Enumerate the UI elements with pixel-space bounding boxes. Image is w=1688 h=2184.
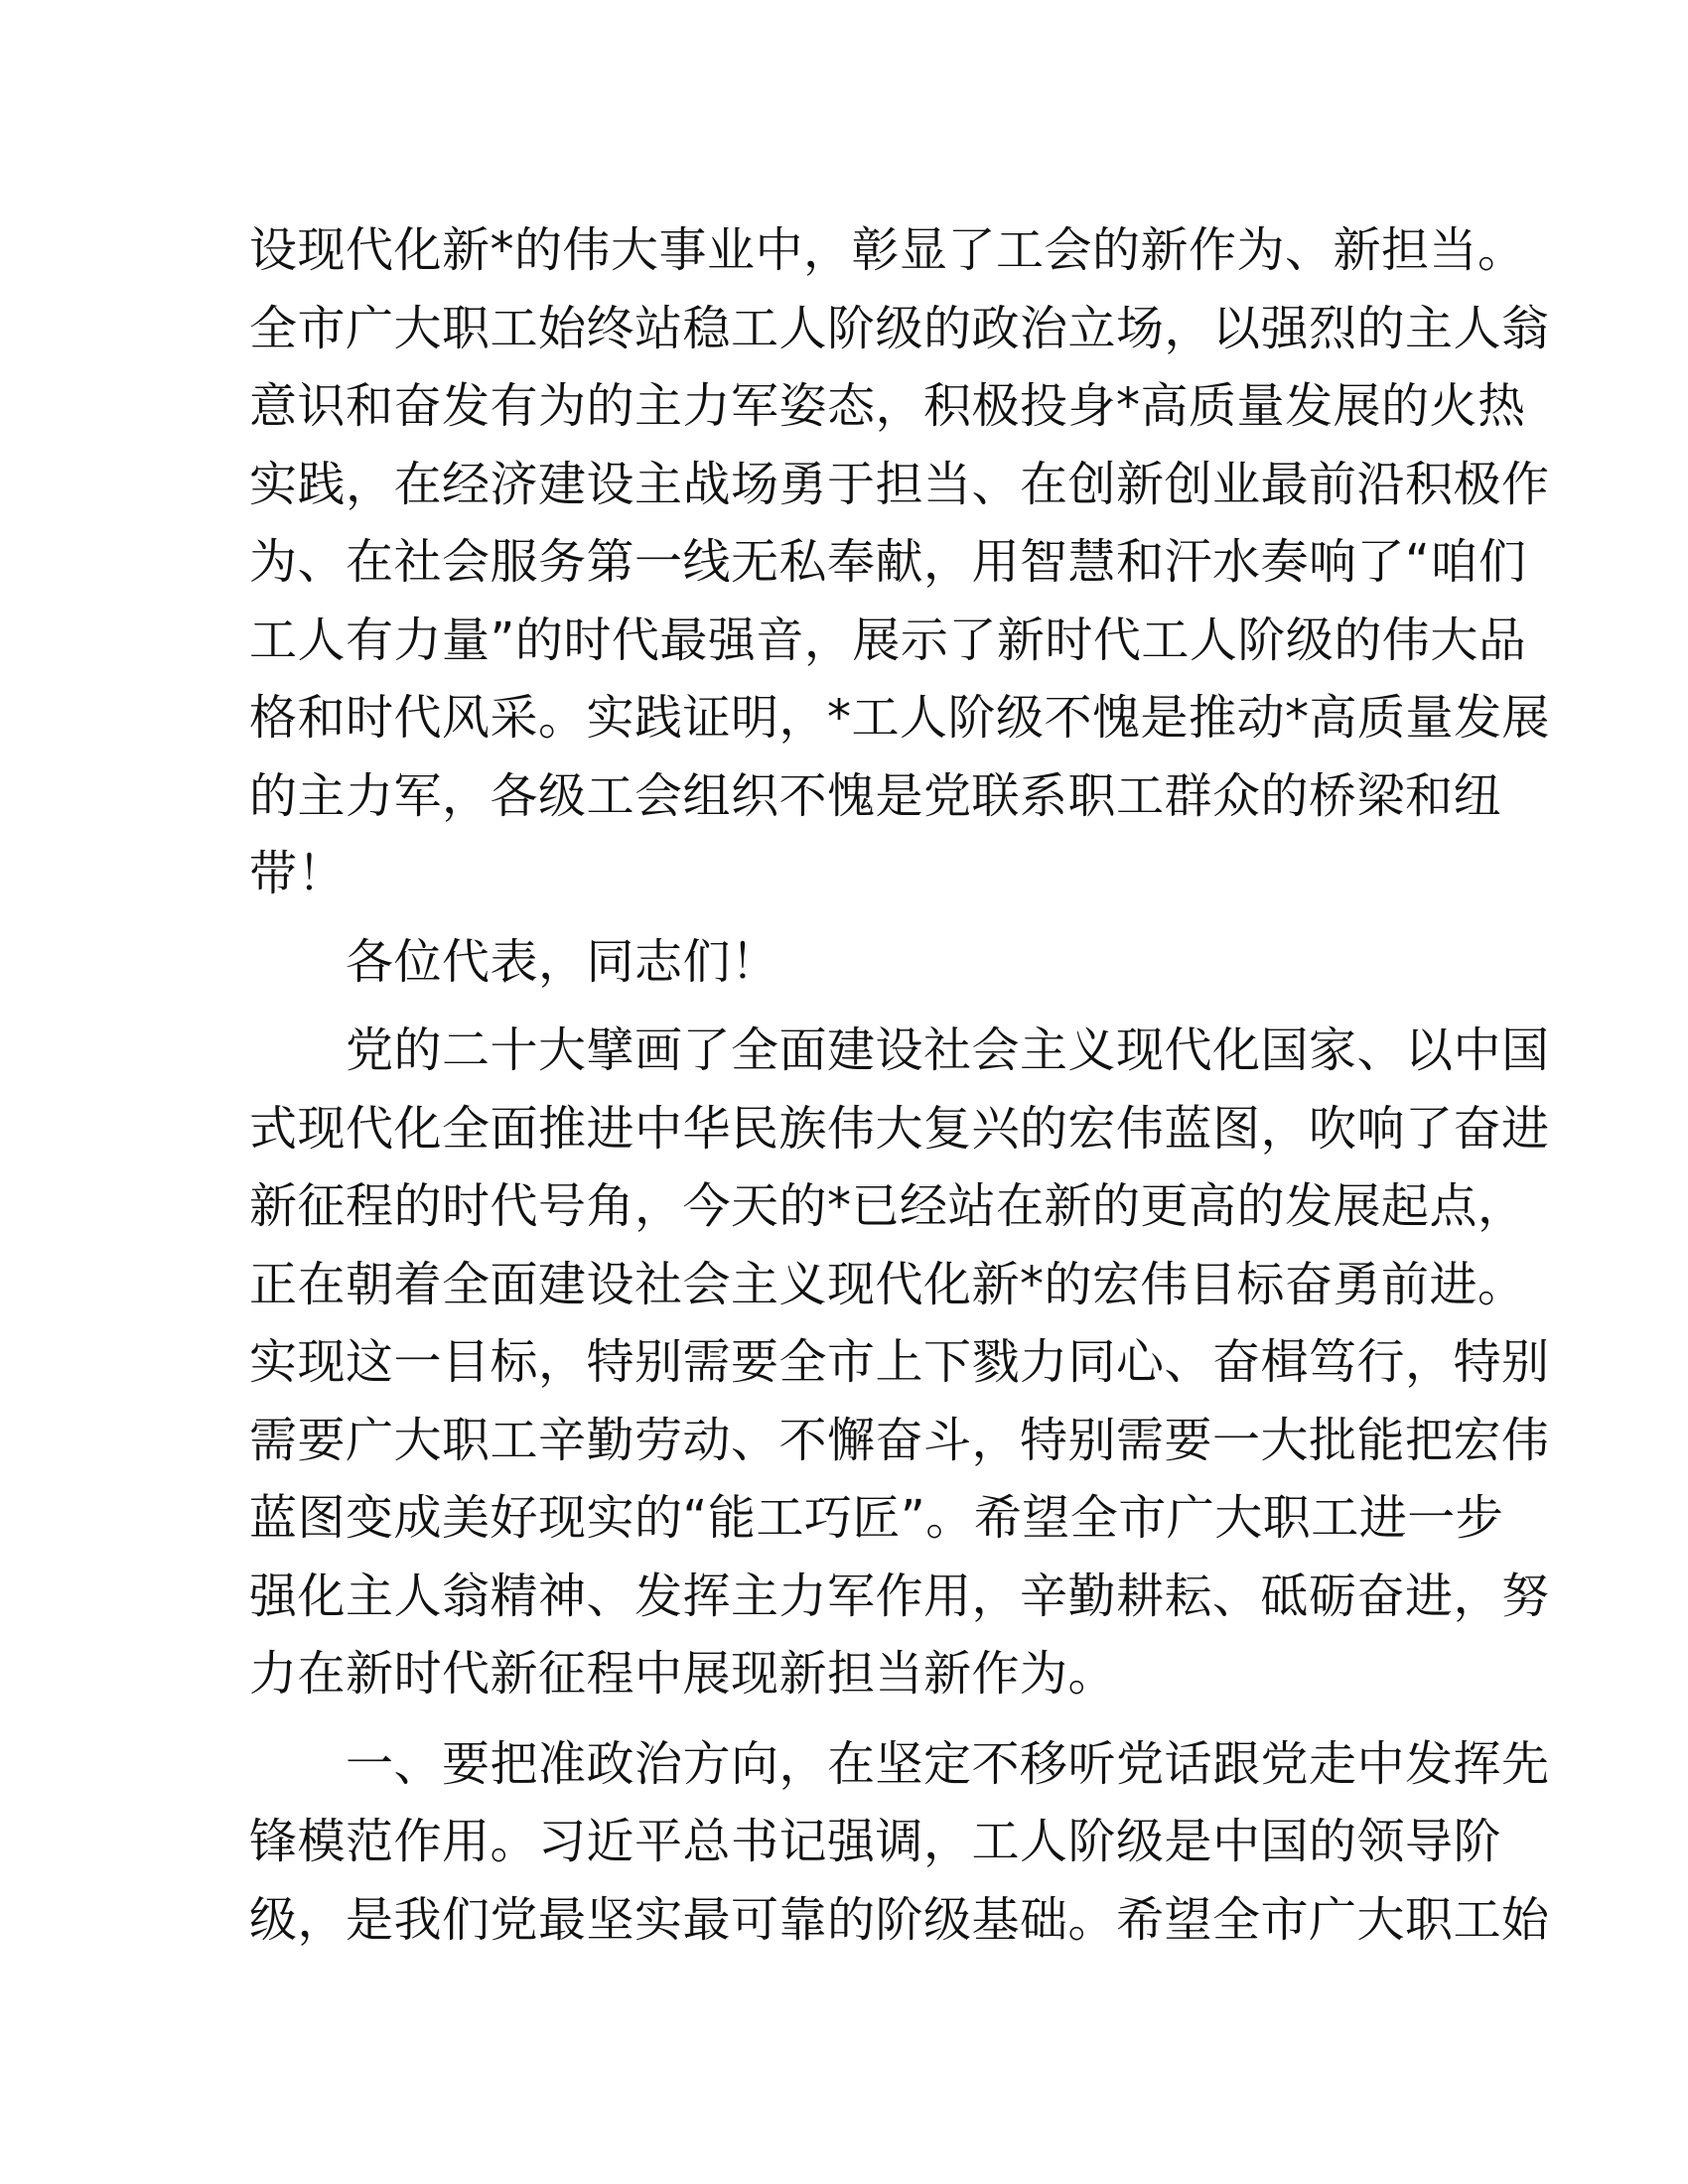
- text-line: 强化主人翁精神、发挥主力军作用，辛勤耕耘、砥砺奋进，努: [249, 1568, 1550, 1624]
- text-line: 全市广大职工始终站稳工人阶级的政治立场，以强烈的主人翁: [249, 300, 1550, 356]
- text-line: 带！: [249, 846, 347, 901]
- text-line: 级，是我们党最坚实最可靠的阶级基础。希望全市广大职工始: [249, 1891, 1550, 1948]
- text-line: 党的二十大擘画了全面建设社会主义现代化国家、以中国: [249, 1023, 1550, 1078]
- paragraph-4: [249, 1725, 1550, 1960]
- text-line: 为、在社会服务第一线无私奉献，用智慧和汗水奏响了“咱们: [249, 534, 1527, 590]
- text-line: 蓝图变成美好现实的“能工巧匠”。希望全市广大职工进一步: [249, 1490, 1504, 1546]
- text-line: 工人有力量”的时代最强音，展示了新时代工人阶级的伟大品: [249, 612, 1527, 668]
- paragraph-3: [249, 1012, 1550, 1713]
- text-line: 格和时代风采。实践证明，*工人阶级不愧是推动*高质量发展: [249, 690, 1551, 746]
- text-line: 各位代表，同志们！: [249, 933, 779, 990]
- text-line: 的主力军，各级工会组织不愧是党联系职工群众的桥梁和纽: [249, 767, 1502, 824]
- text-line: 式现代化全面推进中华民族伟大复兴的宏伟蓝图，吹响了奋进: [249, 1100, 1550, 1157]
- text-line: 实现这一目标，特别需要全市上下戮力同心、奋楫笃行，特别: [249, 1334, 1550, 1390]
- body-text: [249, 211, 1551, 1959]
- text-line: 意识和奋发有为的主力军姿态，积极投身*高质量发展的火热: [249, 378, 1526, 434]
- text-line: 新征程的时代号角，今天的*已经站在新的更高的发展起点，: [249, 1178, 1526, 1234]
- text-line: 锋模范作用。习近平总书记强调，工人阶级是中国的领导阶: [249, 1814, 1502, 1869]
- text-line: 力在新时代新征程中展现新担当新作为。: [249, 1646, 1117, 1702]
- text-line: 实践，在经济建设主战场勇于担当、在创新创业最前沿积极作: [249, 456, 1550, 512]
- paragraph-1: [249, 211, 1551, 913]
- text-line: 一、要把准政治方向，在坚定不移听党话跟党走中发挥先: [249, 1735, 1550, 1792]
- text-line: 需要广大职工辛勤劳动、不懈奋斗，特别需要一大批能把宏伟: [249, 1412, 1550, 1468]
- text-line: 设现代化新*的伟大事业中，彰显了工会的新作为、新担当。: [249, 222, 1526, 278]
- text-line: 正在朝着全面建设社会主义现代化新*的宏伟目标奋勇前进。: [249, 1256, 1526, 1312]
- paragraph-2: [249, 923, 1441, 1002]
